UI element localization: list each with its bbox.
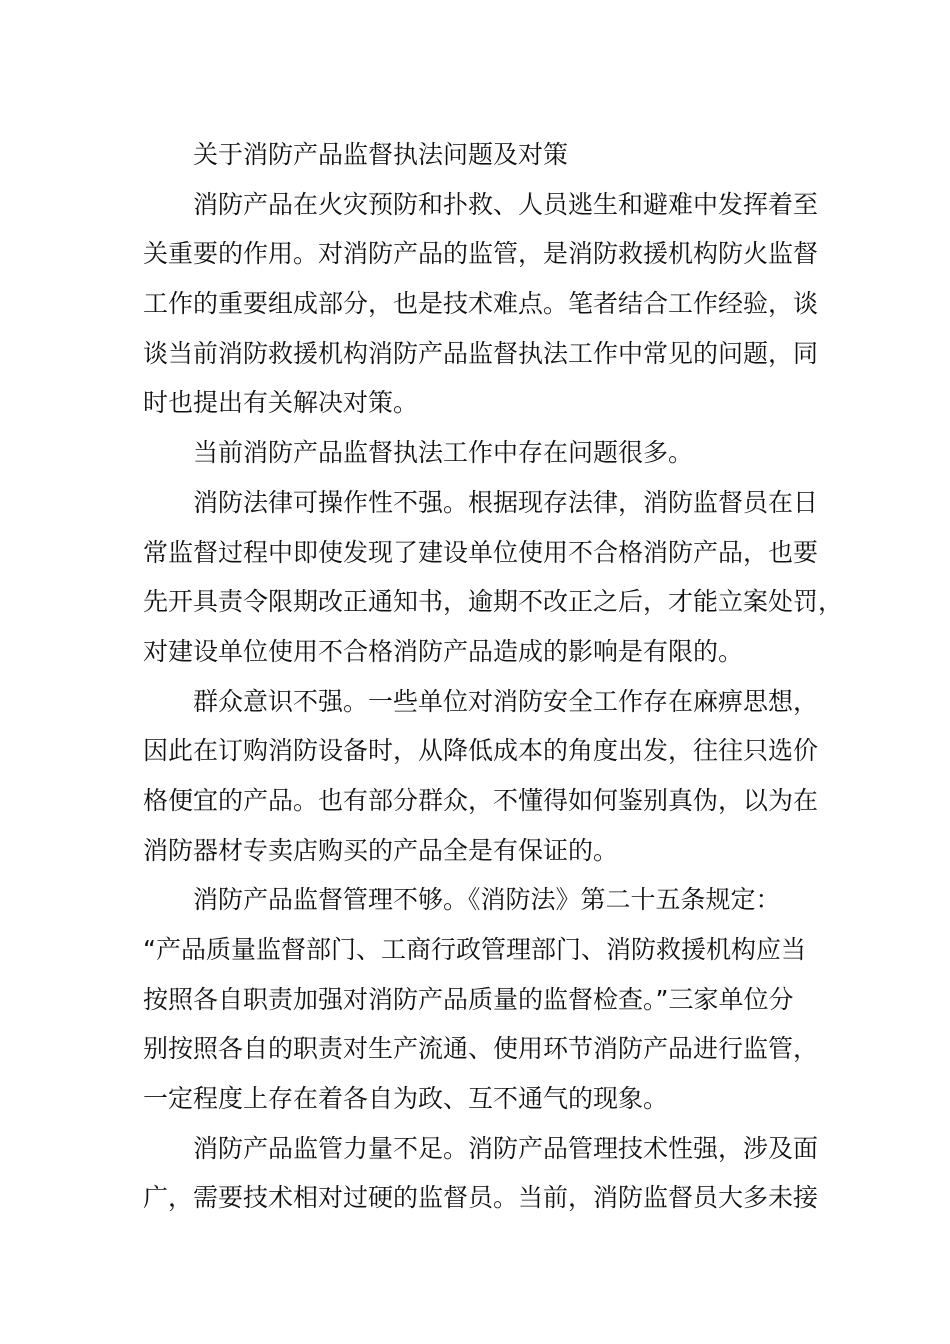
paragraph-line: 消防产品在火灾预防和扑救、人员逃生和避难中发挥着至 — [193, 189, 819, 219]
paragraph-line: 按照各自职责加强对消防产品质量的监督检查。”三家单位分 — [143, 984, 794, 1014]
paragraph-line: 格便宜的产品。也有部分群众，不懂得如何鉴别真伪，以为在 — [143, 785, 819, 815]
paragraph-line: 消防器材专卖店购买的产品全是有保证的。 — [143, 835, 619, 865]
paragraph-line: 对建设单位使用不合格消防产品造成的影响是有限的。 — [143, 636, 744, 666]
paragraph-line: 关重要的作用。对消防产品的监管，是消防救援机构防火监督 — [143, 239, 819, 269]
paragraph-line: 别按照各自的职责对生产流通、使用环节消防产品进行监管， — [143, 1034, 819, 1064]
paragraph-line: 当前消防产品监督执法工作中存在问题很多。 — [193, 438, 694, 468]
paragraph-line: 工作的重要组成部分，也是技术难点。笔者结合工作经验，谈 — [143, 289, 819, 319]
paragraph-line: 时也提出有关解决对策。 — [143, 388, 419, 418]
paragraph-line: 谈当前消防救援机构消防产品监督执法工作中常见的问题，同 — [143, 338, 819, 368]
paragraph-line: 广，需要技术相对过硬的监督员。当前，消防监督员大多未接 — [143, 1183, 819, 1213]
document-body — [143, 130, 844, 1223]
paragraph-line: 一定程度上存在着各自为政、互不通气的现象。 — [143, 1084, 669, 1114]
paragraph-line: 消防法律可操作性不强。根据现存法律，消防监督员在日 — [193, 487, 819, 517]
paragraph-line: 群众意识不强。一些单位对消防安全工作存在麻痹思想， — [193, 686, 819, 716]
paragraph-line: 因此在订购消防设备时，从降低成本的角度出发，往往只选价 — [143, 736, 819, 766]
paragraph-line: 先开具责令限期改正通知书，逾期不改正之后，才能立案处罚， — [143, 587, 844, 617]
paragraph-line: 常监督过程中即使发现了建设单位使用不合格消防产品，也要 — [143, 537, 819, 567]
paragraph-line: 消防产品监管力量不足。消防产品管理技术性强，涉及面 — [193, 1133, 819, 1163]
paragraph-line: 消防产品监督管理不够。《消防法》第二十五条规定： — [193, 885, 781, 915]
document-title: 关于消防产品监督执法问题及对策 — [193, 140, 569, 169]
paragraph-line: “产品质量监督部门、工商行政管理部门、消防救援机构应当 — [143, 935, 806, 964]
